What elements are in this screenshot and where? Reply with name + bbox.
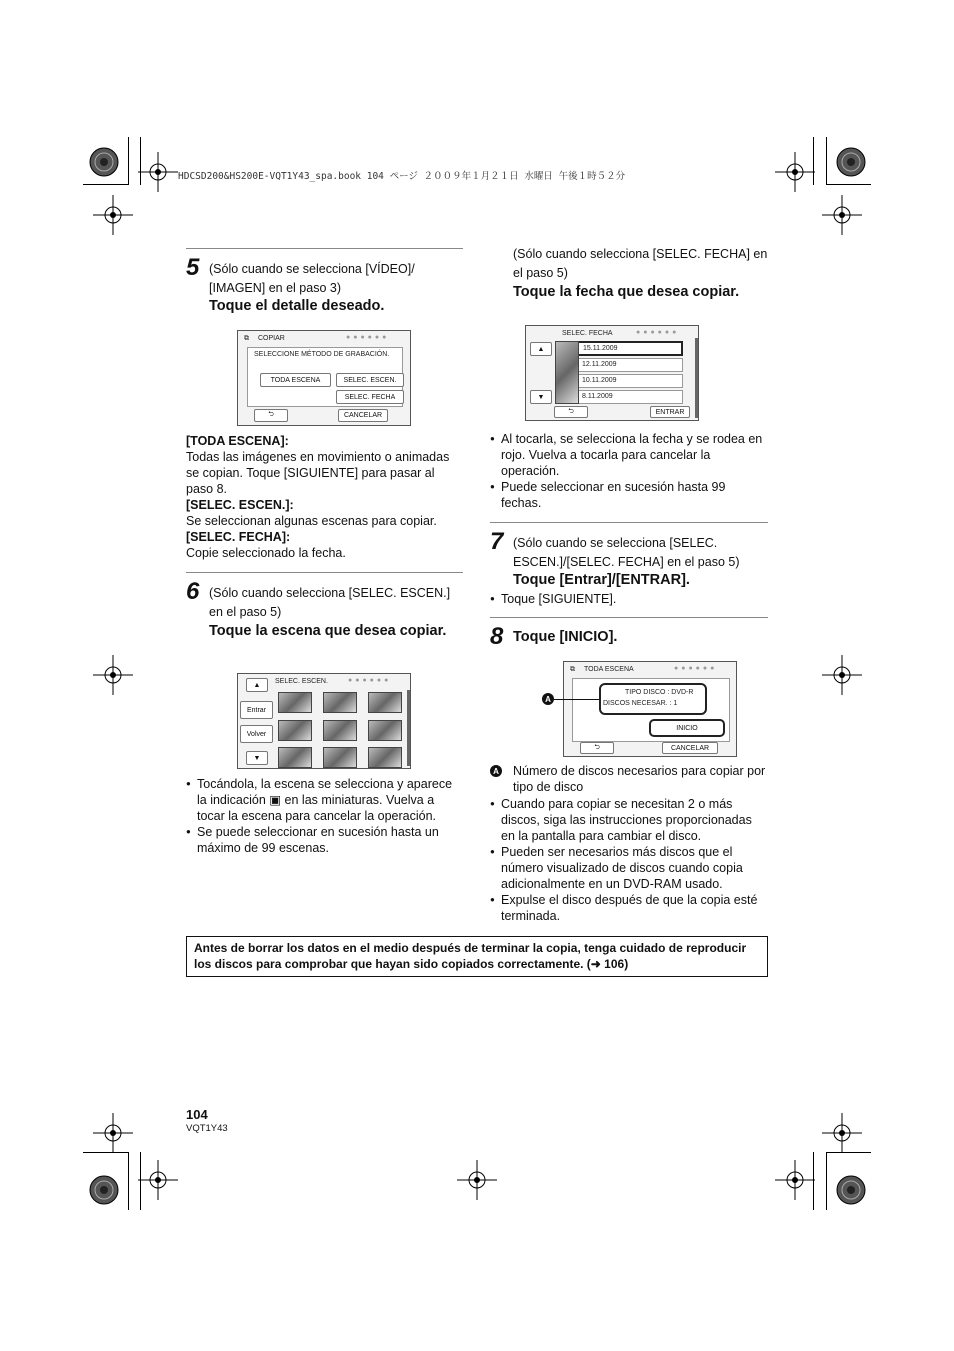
copy-icon: ⧉ bbox=[244, 335, 249, 342]
legend-marker: A bbox=[490, 765, 502, 777]
print-header: HDCSD200&HS200E-VQT1Y43_spa.book 104 ページ ２００９年１月２１日 水曜日 午後１時５２分 bbox=[178, 171, 626, 182]
down-arrow-icon: ▼ bbox=[537, 393, 545, 401]
doc-code: VQT1Y43 bbox=[186, 1123, 228, 1134]
disc-type-text: TIPO DISCO : DVD-R bbox=[625, 689, 694, 696]
scene-thumbnail[interactable] bbox=[368, 720, 402, 741]
option-label: [SELEC. FECHA]: bbox=[186, 530, 291, 544]
bullet-item: ● Puede seleccionar en sucesión hasta 99 fechas. bbox=[490, 479, 768, 511]
scroll-down-button[interactable] bbox=[246, 751, 268, 765]
divider bbox=[490, 522, 768, 523]
scene-thumbnail[interactable] bbox=[368, 692, 402, 713]
registration-mark-icon bbox=[822, 1113, 862, 1153]
registration-mark-icon bbox=[822, 195, 862, 235]
page-dots: ●●●●●● bbox=[674, 665, 718, 672]
step-title: Toque [Entrar]/[ENTRAR]. bbox=[513, 572, 690, 588]
toda-escena-screen bbox=[563, 661, 737, 757]
date-label: 8.11.2009 bbox=[582, 393, 613, 400]
registration-mark-icon bbox=[93, 195, 133, 235]
bullet-item: ● Al tocarla, se selecciona la fecha y se rodea en rojo. Vuelva a tocarla para cancelar la operación. bbox=[490, 431, 768, 479]
bullet-item: ● Pueden ser necesarios más discos que el número visualizado de discos cuando copia adicionalmente en un DVD-RAM usado. bbox=[490, 844, 768, 892]
date-label: 10.11.2009 bbox=[582, 377, 617, 384]
back-button[interactable] bbox=[254, 409, 288, 422]
scroll-up-button[interactable] bbox=[530, 342, 552, 356]
option-label: [TODA ESCENA]: bbox=[186, 434, 289, 448]
entrar-button[interactable]: Entrar bbox=[240, 701, 273, 719]
selec-escen-button[interactable]: SELEC. ESCEN. bbox=[336, 373, 404, 387]
step-number: 6 bbox=[186, 578, 200, 605]
scene-thumbnail[interactable] bbox=[278, 692, 312, 713]
cancel-button[interactable]: CANCELAR bbox=[338, 409, 388, 422]
legend-text: Número de discos necesarios para copiar por tipo de disco bbox=[513, 764, 766, 794]
registration-mark-icon bbox=[822, 655, 862, 695]
page-dots: ●●●●●● bbox=[346, 334, 390, 341]
option-text: Copie seleccionado la fecha. bbox=[186, 546, 346, 560]
scene-thumbnail[interactable] bbox=[368, 747, 402, 768]
scroll-up-button[interactable] bbox=[246, 678, 268, 692]
scrollbar[interactable] bbox=[695, 338, 698, 418]
bullet-item: ● Toque [SIGUIENTE]. bbox=[490, 591, 768, 607]
registration-mark-icon bbox=[93, 655, 133, 695]
bullet-item: ● Se puede seleccionar en sucesión hasta un máximo de 99 escenas. bbox=[186, 824, 463, 856]
registration-mark-icon bbox=[457, 1160, 497, 1200]
color-target-icon bbox=[89, 147, 119, 177]
step-note: (Sólo cuando selecciona [SELEC. FECHA] en el paso 5) bbox=[513, 247, 768, 280]
inicio-button[interactable]: INICIO bbox=[649, 719, 725, 737]
step-title: Toque la fecha que desea copiar. bbox=[513, 284, 740, 300]
bullet-item: ● Expulse el disco después de que la copia esté terminada. bbox=[490, 892, 768, 924]
down-arrow-icon: ▼ bbox=[253, 754, 261, 762]
back-button[interactable] bbox=[554, 406, 588, 418]
option-descriptions bbox=[186, 433, 463, 561]
color-target-icon bbox=[836, 147, 866, 177]
registration-mark-icon bbox=[138, 152, 178, 192]
date-thumbnail-strip bbox=[555, 341, 579, 404]
selec-fecha-screen bbox=[525, 325, 699, 421]
callout-marker: A bbox=[542, 693, 554, 705]
back-arrow-icon: ⮌ bbox=[568, 407, 574, 415]
discs-needed-text: DISCOS NECESAR. : 1 bbox=[603, 700, 678, 707]
screen-title: SELEC. ESCEN. bbox=[275, 678, 328, 685]
selec-fecha-button[interactable]: SELEC. FECHA bbox=[336, 390, 404, 404]
bullet-item: ● Cuando para copiar se necesitan 2 o más discos, siga las instrucciones proporcionadas en la pantalla para cambiar el disco. bbox=[490, 796, 768, 844]
date-label: 15.11.2009 bbox=[583, 345, 618, 352]
back-arrow-icon: ⮌ bbox=[594, 743, 600, 751]
step8-notes bbox=[490, 796, 768, 924]
step-number: 7 bbox=[490, 528, 504, 555]
copiar-screen bbox=[237, 330, 411, 426]
registration-mark-icon bbox=[93, 1113, 133, 1153]
fecha-notes bbox=[490, 431, 768, 511]
scene-thumbnail[interactable] bbox=[278, 720, 312, 741]
up-arrow-icon: ▲ bbox=[537, 345, 545, 353]
step7-notes bbox=[490, 591, 768, 607]
disc-info-box bbox=[599, 683, 707, 715]
step-number: 8 bbox=[490, 623, 504, 650]
cancel-button[interactable]: CANCELAR bbox=[662, 742, 718, 754]
option-text: Se seleccionan algunas escenas para copiar. bbox=[186, 514, 437, 528]
registration-mark-icon bbox=[775, 1160, 815, 1200]
step-title: Toque el detalle deseado. bbox=[209, 298, 385, 314]
page-dots: ●●●●●● bbox=[348, 677, 392, 684]
screen-title: TODA ESCENA bbox=[584, 666, 634, 673]
page-dots: ●●●●●● bbox=[636, 329, 680, 336]
bullet-item: ● Tocándola, la escena se selecciona y aparece la indicación ▣ en las miniaturas. Vuelva a tocar la escena para cancelar la operación. bbox=[186, 776, 463, 824]
back-arrow-icon: ⮌ bbox=[268, 411, 274, 418]
scroll-down-button[interactable] bbox=[530, 390, 552, 404]
back-button[interactable] bbox=[580, 742, 614, 754]
toda-escena-button[interactable]: TODA ESCENA bbox=[260, 373, 331, 387]
step-note: (Sólo cuando se selecciona [VÍDEO]/ [IMAGEN] en el paso 3) bbox=[209, 262, 415, 295]
screen-title: SELEC. FECHA bbox=[562, 330, 613, 337]
step-number: 5 bbox=[186, 254, 200, 281]
page-number: 104 bbox=[186, 1107, 208, 1122]
registration-mark-icon bbox=[138, 1160, 178, 1200]
scene-thumbnail[interactable] bbox=[323, 720, 357, 741]
option-text: Todas las imágenes en movimiento o animadas se copian. Toque [SIGUIENTE] para pasar al paso 8. bbox=[186, 450, 450, 496]
scene-thumbnail[interactable] bbox=[278, 747, 312, 768]
color-target-icon bbox=[836, 1175, 866, 1205]
color-target-icon bbox=[89, 1175, 119, 1205]
up-arrow-icon: ▲ bbox=[253, 681, 261, 689]
scrollbar[interactable] bbox=[407, 690, 410, 766]
step-title: Toque [INICIO]. bbox=[513, 629, 618, 645]
registration-mark-icon bbox=[775, 152, 815, 192]
divider bbox=[490, 617, 768, 618]
entrar-button[interactable]: ENTRAR bbox=[650, 406, 690, 418]
step6-notes bbox=[186, 776, 463, 856]
step-title: Toque la escena que desea copiar. bbox=[209, 623, 447, 639]
option-label: [SELEC. ESCEN.]: bbox=[186, 498, 294, 512]
dialog-panel bbox=[572, 678, 730, 742]
step-note: (Sólo cuando selecciona [SELEC. ESCEN.] en el paso 5) bbox=[209, 586, 451, 619]
volver-button[interactable]: Volver bbox=[240, 725, 273, 743]
scene-thumbnail[interactable] bbox=[323, 692, 357, 713]
selec-escen-screen bbox=[237, 673, 411, 769]
step-note: (Sólo cuando se selecciona [SELEC. ESCEN.]/[SELEC. FECHA] en el paso 5) bbox=[513, 536, 740, 569]
callout-line bbox=[554, 699, 599, 700]
dialog-panel bbox=[247, 347, 403, 407]
divider bbox=[186, 572, 463, 573]
copy-icon: ⧉ bbox=[570, 666, 575, 673]
scene-thumbnail[interactable] bbox=[323, 747, 357, 768]
prompt-text: SELECCIONE MÉTODO DE GRABACIÓN. bbox=[254, 351, 390, 358]
date-label: 12.11.2009 bbox=[582, 361, 617, 368]
screen-title: COPIAR bbox=[258, 335, 285, 342]
notice-box: Antes de borrar los datos en el medio después de terminar la copia, tenga cuidado de reproducir los discos para comprobar que hayan sido copiados correctamente. (➜ 106) bbox=[186, 936, 768, 977]
divider bbox=[186, 248, 463, 249]
